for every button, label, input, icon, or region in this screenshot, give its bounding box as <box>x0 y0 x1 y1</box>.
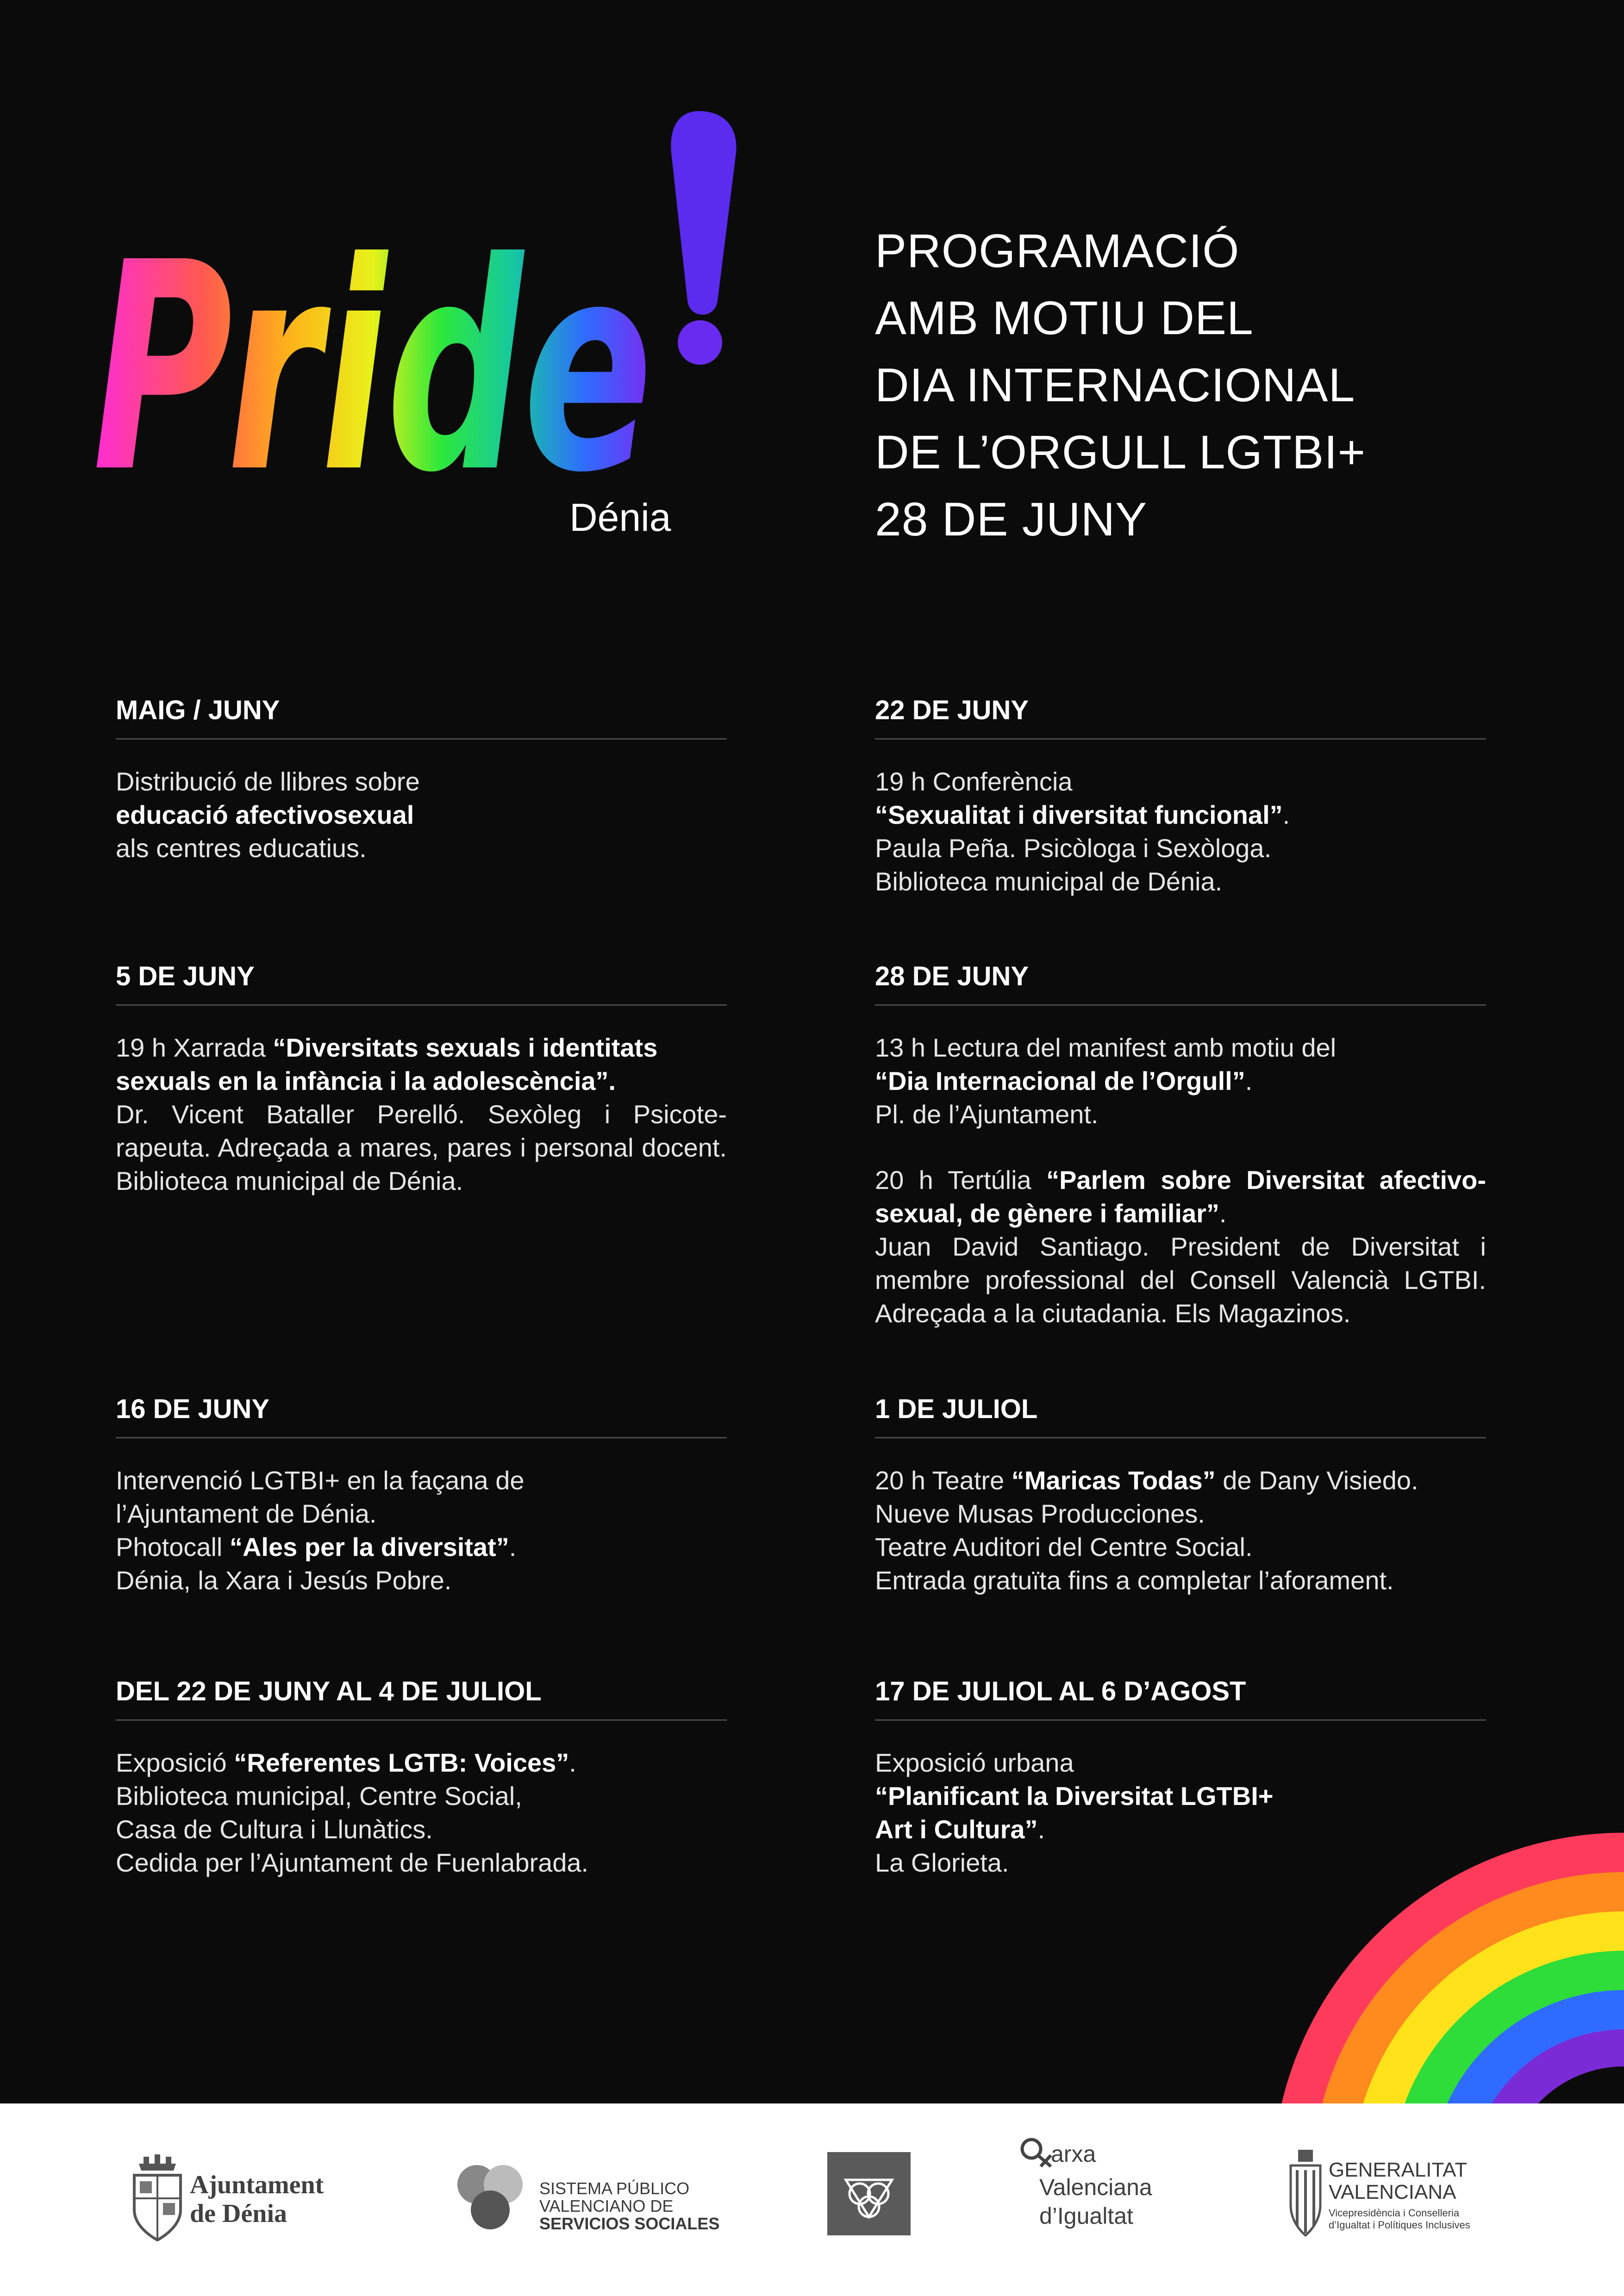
event-line: 19 h Conferència <box>875 767 1073 796</box>
rainbow-graphic <box>1272 1833 1624 2103</box>
sistema-line-3: SERVICIOS SOCIALES <box>539 2214 720 2233</box>
divider <box>875 738 1486 740</box>
event-author: de Dany Visiedo. <box>1215 1466 1418 1495</box>
event-title: “Referentes LGTB: Voices” <box>234 1748 569 1777</box>
footer-logos <box>0 2103 1624 2296</box>
event-date: 22 DE JUNY <box>875 695 1029 725</box>
title-line-5: 28 DE JUNY <box>875 493 1148 546</box>
rings-icon <box>827 2152 911 2235</box>
event-line: 13 h Lectura del manifest amb motiu del <box>875 1033 1337 1062</box>
event-line: Biblioteca municipal, Centre Social, <box>116 1781 522 1811</box>
divider <box>875 1004 1486 1006</box>
gv-line-2: VALENCIANA <box>1329 2181 1456 2203</box>
servicios-sociales-icon <box>451 2159 530 2238</box>
event-1-juliol <box>875 1391 1486 1597</box>
event-22-juny <box>875 692 1486 898</box>
event-title: “Maricas Todas” <box>1011 1466 1216 1495</box>
event-date: 17 DE JULIOL AL 6 D’AGOST <box>875 1676 1246 1706</box>
event-title: “Diversitats sexuals i identitats sexuals en la infància i la adolescència”. <box>116 1033 658 1095</box>
divider <box>116 1719 727 1721</box>
event-line: Entrada gratuïta fins a completar l’aforament. <box>875 1566 1394 1595</box>
event-intro: Photocall <box>116 1532 230 1562</box>
event-punct: . <box>1245 1066 1253 1095</box>
event-intro: 19 h Xarrada <box>116 1033 273 1062</box>
pride-logo-graphic <box>93 102 750 555</box>
event-line: Casa de Cultura i Llunàtics. <box>116 1815 433 1844</box>
pride-word: Pride <box>93 202 653 535</box>
event-punct: . <box>1037 1815 1045 1844</box>
event-line: Dénia, la Xara i Jesús Pobre. <box>116 1566 452 1595</box>
event-body: Dr. Vicent Bataller Perelló. Sexòleg i Psicote-rapeuta. Adreçada a mares, pares i personal docent. Biblioteca municipal de Dénia. <box>116 1100 727 1195</box>
event-punct: . <box>1282 800 1290 829</box>
event-line: Pl. de l’Ajuntament. <box>875 1100 1099 1129</box>
title-line-1: PROGRAMACIÓ <box>875 224 1240 277</box>
event-28-juny <box>875 958 1486 1330</box>
page-title <box>875 218 1523 553</box>
ajuntament-logo <box>130 2154 352 2247</box>
event-5-juny <box>116 958 727 1198</box>
event-maig-juny <box>116 692 727 865</box>
sistema-line-2: VALENCIANO DE <box>539 2196 674 2215</box>
event-line: l’Ajuntament de Dénia. <box>116 1499 377 1528</box>
event-line: als centres educatius. <box>116 834 367 863</box>
divider <box>875 1719 1486 1721</box>
event-title: “Parlem sobre Diversitat afectivo-sexual, de gènere i familiar” <box>875 1165 1486 1228</box>
sistema-line-1: SISTEMA PÚBLICO <box>539 2179 690 2198</box>
event-date: 1 DE JULIOL <box>875 1394 1038 1424</box>
event-title: Art i Cultura” <box>875 1815 1038 1844</box>
event-title: “Planificant la Diversitat LGTBI+ <box>875 1781 1274 1811</box>
gv-line-4: d’Igualtat i Polítiques Inclusives <box>1329 2219 1470 2231</box>
rainbow-svg <box>1272 1833 1624 2103</box>
event-date: DEL 22 DE JUNY AL 4 DE JULIOL <box>116 1676 542 1706</box>
gv-line-1: GENERALITAT <box>1329 2159 1468 2181</box>
event-line: Intervenció LGTBI+ en la façana de <box>116 1466 525 1495</box>
event-date: 16 DE JUNY <box>116 1394 270 1424</box>
event-title: educació afectivosexual <box>116 800 414 829</box>
event-intro: 20 h Teatre <box>875 1466 1012 1495</box>
title-line-3: DIA INTERNACIONAL <box>875 359 1355 411</box>
event-22-juny-4-juliol <box>116 1673 727 1879</box>
event-line: Nueve Musas Producciones. <box>875 1499 1205 1528</box>
event-intro: 20 h Tertúlia <box>875 1165 1047 1195</box>
servicios-sociales-logo <box>451 2154 729 2247</box>
xarxa-line-2: Valenciana <box>1039 2174 1152 2200</box>
divider <box>116 1437 727 1438</box>
event-line: Teatre Auditori del Centre Social. <box>875 1532 1253 1562</box>
pride-logo <box>93 102 750 555</box>
exclamation-stroke <box>671 111 736 315</box>
divider <box>116 1004 727 1006</box>
event-date: 5 DE JUNY <box>116 961 255 991</box>
xarxa-line-3: d’Igualtat <box>1039 2203 1133 2229</box>
event-punct: . <box>1219 1199 1227 1228</box>
divider <box>875 1437 1486 1438</box>
event-line: La Glorieta. <box>875 1848 1009 1877</box>
gv-line-3: Vicepresidència i Conselleria <box>1329 2207 1460 2219</box>
event-line: Biblioteca municipal de Dénia. <box>875 867 1223 896</box>
event-title: “Ales per la diversitat” <box>229 1532 509 1562</box>
event-line: Exposició urbana <box>875 1748 1074 1777</box>
event-title: “Sexualitat i diversitat funcional” <box>875 800 1283 829</box>
event-intro: Exposició <box>116 1748 234 1777</box>
title-line-2: AMB MOTIU DEL <box>875 292 1254 344</box>
logo-city: Dénia <box>569 496 671 539</box>
event-title: “Dia Internacional de l’Orgull” <box>875 1066 1245 1095</box>
generalitat-crest-icon <box>1287 2150 1324 2238</box>
ajuntament-line-1: Ajuntament <box>190 2171 324 2199</box>
event-date: MAIG / JUNY <box>116 695 280 725</box>
generalitat-logo <box>1287 2150 1509 2242</box>
event-line: Distribució de llibres sobre <box>116 767 420 796</box>
xarxa-line-1: arxa <box>1051 2141 1096 2167</box>
event-punct: . <box>569 1748 576 1777</box>
title-line-4: DE L’ORGULL LGTBI+ <box>875 426 1366 479</box>
emblem-logo <box>827 2152 911 2235</box>
event-body: Juan David Santiago. President de Diversitat i membre professional del Consell Valencià LGTBI. Adreçada a la ciutadania. Els Magazinos. <box>875 1232 1486 1328</box>
ajuntament-line-2: de Dénia <box>190 2199 287 2228</box>
event-punct: . <box>509 1532 517 1562</box>
event-16-juny <box>116 1391 727 1597</box>
event-line: Paula Peña. Psicòloga i Sexòloga. <box>875 834 1272 863</box>
event-line: Cedida per l’Ajuntament de Fuenlabrada. <box>116 1848 589 1877</box>
exclamation-dot <box>678 320 722 365</box>
event-date: 28 DE JUNY <box>875 961 1029 991</box>
coat-of-arms-icon <box>130 2154 185 2242</box>
xarxa-igualtat-logo <box>1018 2136 1213 2228</box>
divider <box>116 738 727 740</box>
xarxa-icon <box>1018 2136 1056 2168</box>
